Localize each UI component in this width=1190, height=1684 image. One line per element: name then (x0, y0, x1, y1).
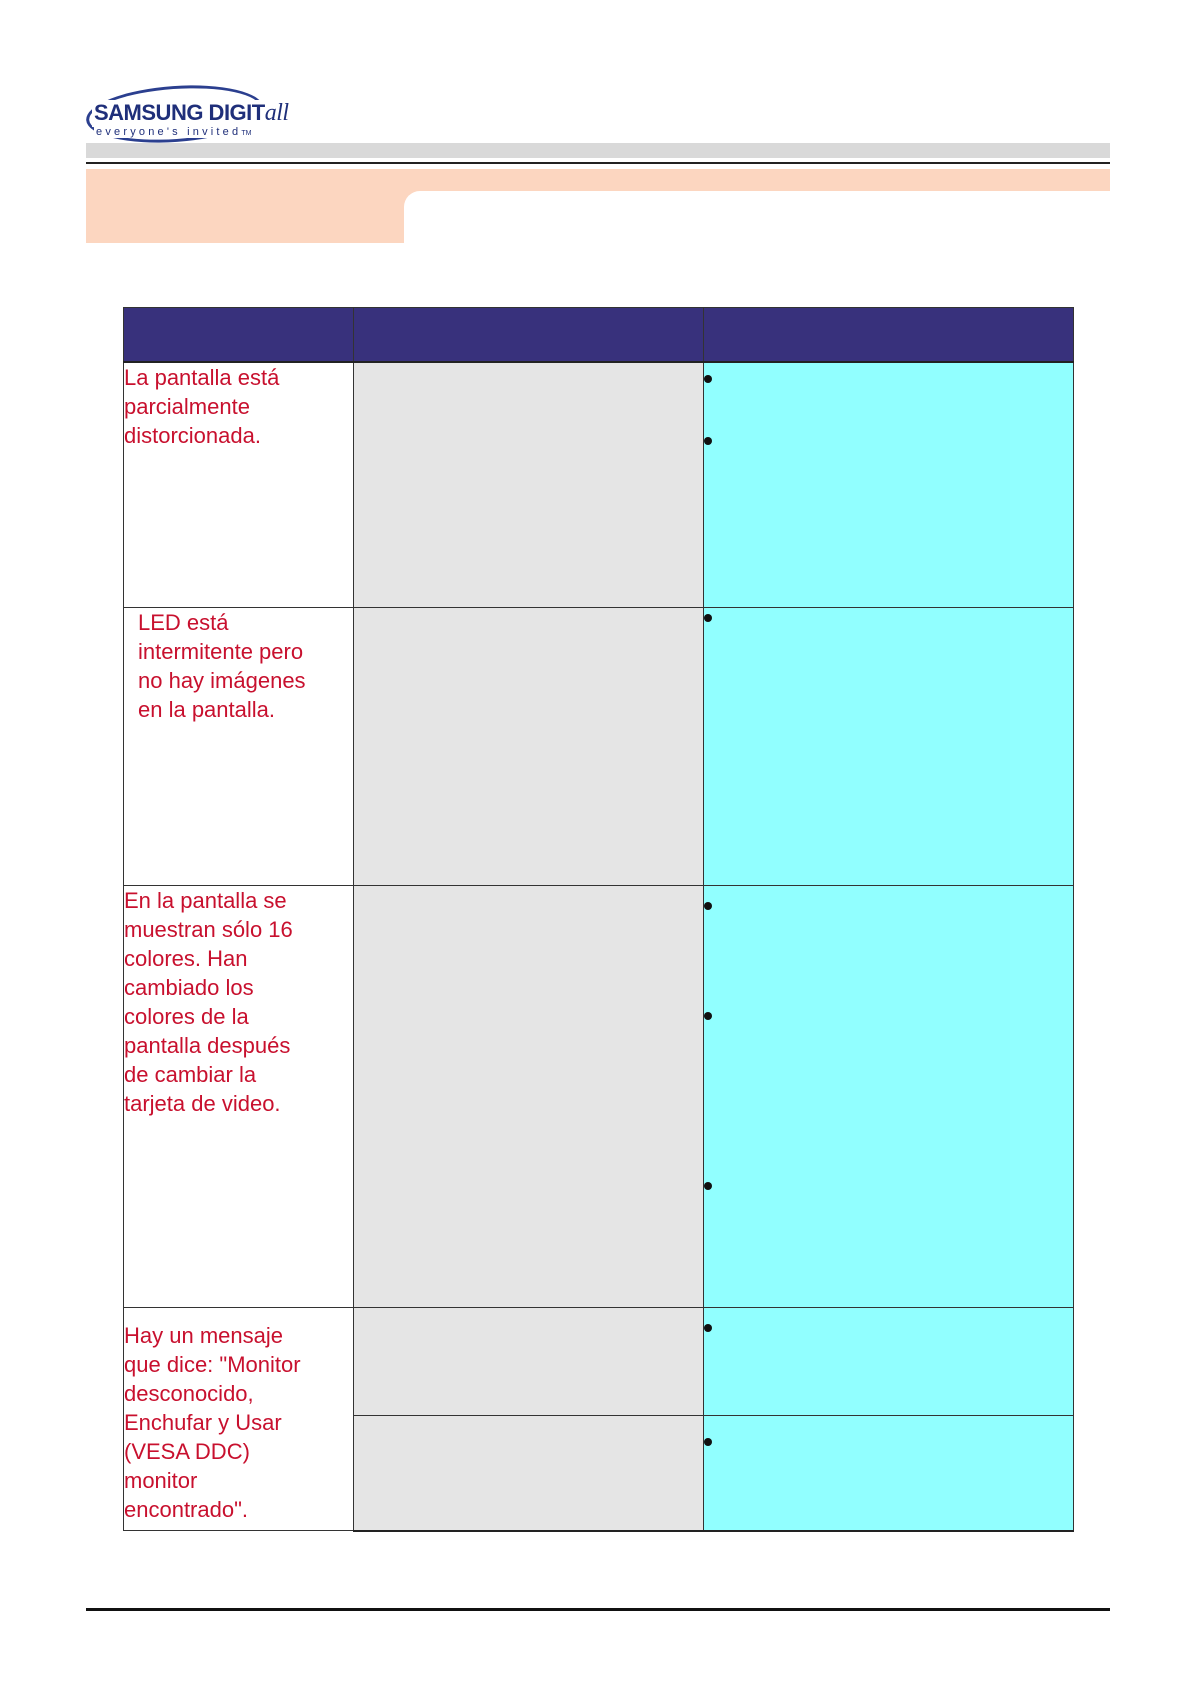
logo-tagline: everyone's invitedTM (96, 126, 252, 138)
title-band (86, 169, 1110, 191)
solution-cell (704, 608, 1074, 886)
bullet-icon (704, 614, 712, 622)
solution-cell (704, 1308, 1074, 1416)
check-cell (354, 362, 704, 608)
check-cell (354, 608, 704, 886)
footer-rule (86, 1608, 1110, 1611)
header-cell-solution (704, 308, 1074, 362)
table-row (124, 886, 1074, 1308)
bullet-icon (704, 902, 712, 910)
symptom-cell (124, 608, 354, 886)
title-tab (86, 191, 404, 243)
symptom-text: En la pantalla se muestran sólo 16 colores. Han cambiado los colores de la pantalla después de cambiar la tarjeta de video. (124, 888, 293, 1116)
title-tab-cutout (404, 191, 1110, 243)
header-grey-bar (86, 143, 1110, 158)
symptom-cell (124, 1308, 354, 1531)
check-cell (354, 1308, 704, 1416)
bullet-icon (704, 437, 712, 445)
solution-cell (704, 886, 1074, 1308)
table-header-row (124, 308, 1074, 362)
bullet-icon (704, 375, 712, 383)
header-rule (86, 162, 1110, 164)
troubleshooting-table (123, 307, 1074, 1532)
bullet-icon (704, 1438, 712, 1446)
symptom-cell (124, 886, 354, 1308)
table-row (124, 608, 1074, 886)
bullet-icon (704, 1012, 712, 1020)
table-row (124, 362, 1074, 608)
logo-wordmark: SAMSUNG DIGITall (94, 100, 289, 126)
symptom-cell (124, 362, 354, 608)
table-row (124, 1308, 1074, 1416)
header-cell-check (354, 308, 704, 362)
bullet-icon (704, 1324, 712, 1332)
symptom-text: Hay un mensaje que dice: "Monitor desconocido, Enchufar y Usar (VESA DDC) monitor encontrado". (124, 1323, 301, 1522)
check-cell (354, 1416, 704, 1531)
bullet-icon (704, 1182, 712, 1190)
check-cell (354, 886, 704, 1308)
symptom-text: La pantalla está parcialmente distorcionada. (124, 364, 280, 448)
solution-cell (704, 362, 1074, 608)
solution-cell (704, 1416, 1074, 1531)
samsung-logo (86, 86, 289, 144)
symptom-text: LED está intermitente pero no hay imágenes en la pantalla. (138, 610, 306, 722)
header-cell-symptom (124, 308, 354, 362)
